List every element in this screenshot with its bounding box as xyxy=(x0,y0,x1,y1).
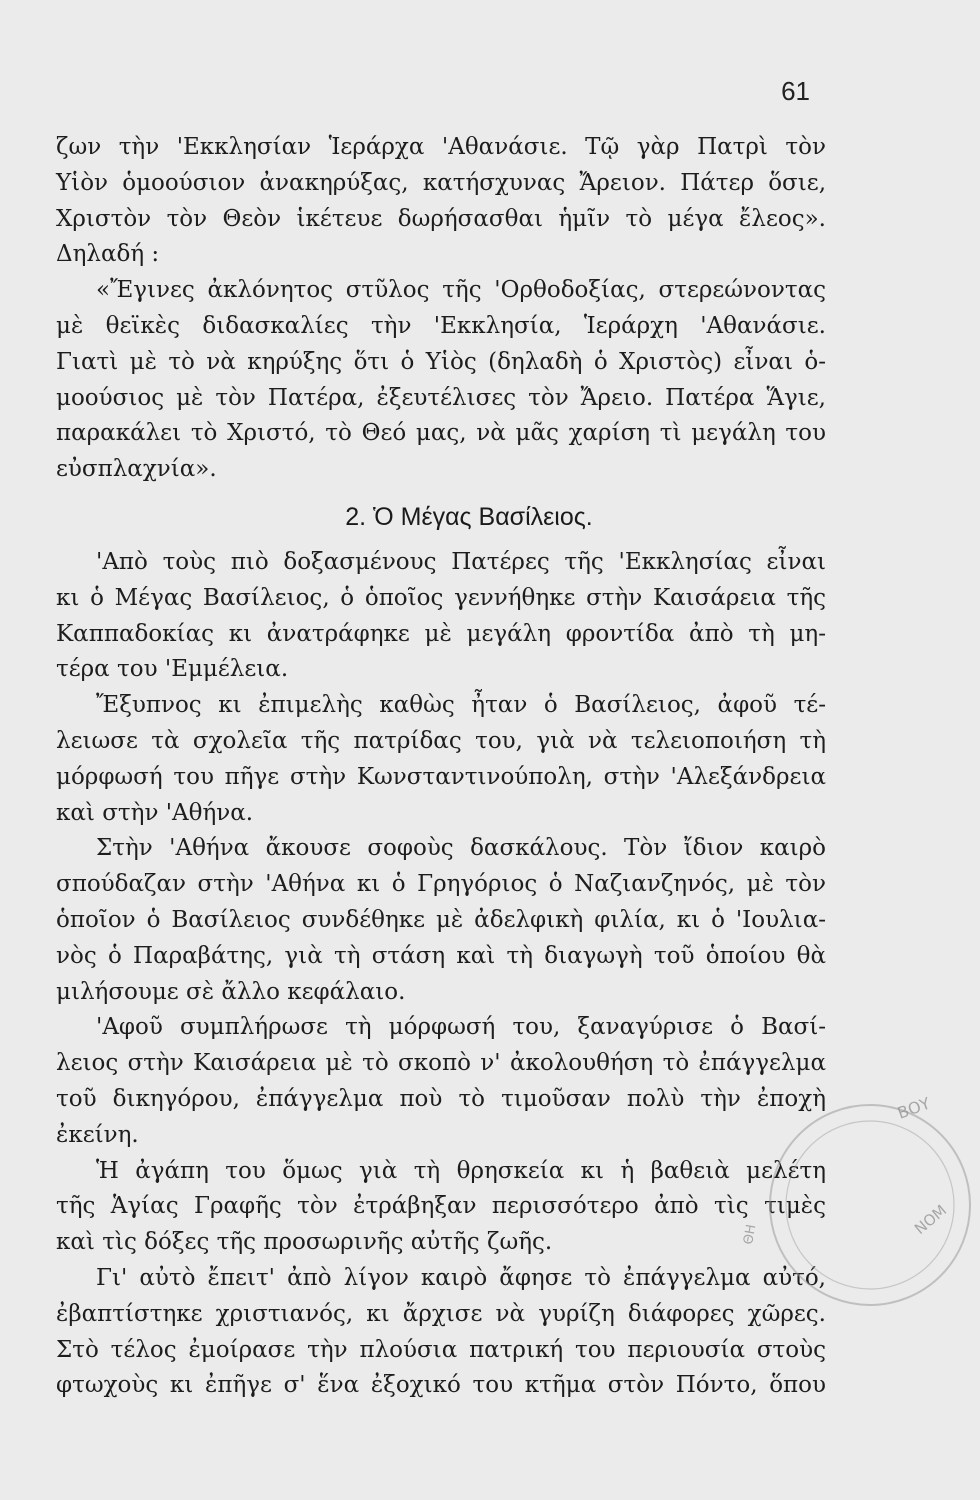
text-line: μόρφωσή του πῆγε στὴν Κωνσταντινούπολη, στὴν 'Αλεξάνδρεια xyxy=(56,763,826,790)
text-line: εὐσπλαχνία». xyxy=(56,456,217,483)
text-line: καὶ στὴν 'Αθήνα. xyxy=(56,799,254,826)
text-line: φτωχοὺς κι ἐπῆγε σ' ἕνα ἐξοχικό του κτῆμα στὸν Πόντο, ὅπου xyxy=(56,1372,826,1399)
text-line: λειος στὴν Καισάρεια μὲ τὸ σκοπὸ ν' ἀκολουθήση τὸ ἐπάγγελμα xyxy=(56,1050,826,1077)
stamp-text-left: ΘΗ xyxy=(741,1223,760,1246)
text-line: παρακάλει τὸ Χριστό, τὸ Θεό μας, νὰ μᾶς χαρίση τὶ μεγάλη του xyxy=(56,420,826,447)
text-line: Στὸ τέλος ἐμοίρασε τὴν πλούσια πατρική του περιουσία στοὺς xyxy=(56,1336,826,1363)
text-line: νὸς ὁ Παραβάτης, γιὰ τὴ στάση καὶ τὴ διαγωγὴ τοῦ ὁποίου θὰ xyxy=(56,942,826,969)
stamp-text-side: ΝΟΜ xyxy=(911,1201,951,1239)
text-line: μοούσιος μὲ τὸν Πατέρα, ἐξευτέλισες τὸν Ἄρειο. Πατέρα Ἅγιε, xyxy=(56,384,826,411)
text-line: ζων τὴν 'Εκκλησίαν Ἱεράρχα 'Αθανάσιε. Τῷ γὰρ Πατρὶ τὸν xyxy=(56,134,826,160)
text-line: ἐβαπτίστηκε χριστιανός, κι ἄρχισε νὰ γυρίζη διάφορες χῶρες. xyxy=(56,1300,826,1327)
text-line: Καππαδοκίας κι ἀνατράφηκε μὲ μεγάλη φροντίδα ἀπὸ τὴ μη- xyxy=(56,620,826,647)
text-line: Δηλαδή : xyxy=(56,241,160,268)
text-line: Στὴν 'Αθήνα ἄκουσε σοφοὺς δασκάλους. Τὸν ἴδιον καιρὸ xyxy=(96,835,826,862)
text-line: μιλήσουμε σὲ ἄλλο κεφάλαιο. xyxy=(56,978,406,1005)
text-line: 'Αφοῦ συμπλήρωσε τὴ μόρφωσή του, ξαναγύρισε ὁ Βασί- xyxy=(96,1014,826,1041)
section-heading: 2. Ὁ Μέγας Βασίλειος. xyxy=(345,503,593,531)
text-line: τοῦ δικηγόρου, ἐπάγγελμα ποὺ τὸ τιμοῦσαν πολὺ τὴν ἐποχὴ xyxy=(56,1085,826,1112)
text-line: ἐκείνη. xyxy=(56,1121,139,1148)
text-line: 'Απὸ τοὺς πιὸ δοξασμένους Πατέρες τῆς 'Εκκλησίας εἶναι xyxy=(96,549,826,575)
text-line: Υἱὸν ὁμοούσιον ἀνακηρύξας, κατήσχυνας Ἄρειον. Πάτερ ὅσιε, xyxy=(56,169,826,196)
stamp-text-top: ΒΟΥ xyxy=(894,1093,933,1123)
page-number: 61 xyxy=(781,76,810,106)
text-line: Γι' αὐτὸ ἔπειτ' ἀπὸ λίγον καιρὸ ἄφησε τὸ ἐπάγγελμα αὐτό, xyxy=(96,1264,826,1291)
lower-text-block xyxy=(56,545,826,1404)
text-line: τῆς Ἁγίας Γραφῆς τὸν ἐτράβηξαν περισσότερο ἀπὸ τὶς τιμὲς xyxy=(56,1193,826,1220)
text-line: ὁποῖον ὁ Βασίλειος συνδέθηκε μὲ ἀδελφικὴ φιλία, κι ὁ 'Ιουλια- xyxy=(56,906,826,933)
text-line: τέρα του 'Εμμέλεια. xyxy=(56,656,289,683)
upper-text-block xyxy=(56,130,826,488)
text-line: κι ὁ Μέγας Βασίλειος, ὁ ὁποῖος γεννήθηκε στὴν Καισάρεια τῆς xyxy=(56,584,826,611)
text-line: Γιατὶ μὲ τὸ νὰ κηρύξης ὅτι ὁ Υἱὸς (δηλαδὴ ὁ Χριστὸς) εἶναι ὁ- xyxy=(56,348,826,375)
text-line: καὶ τὶς δόξες τῆς προσωρινῆς αὐτῆς ζωῆς. xyxy=(56,1229,553,1256)
text-line: Χριστὸν τὸν Θεὸν ἱκέτευε δωρήσασθαι ἡμῖν τὸ μέγα ἔλεος». xyxy=(56,205,826,232)
text-line: «Ἔγινες ἀκλόνητος στῦλος τῆς 'Ορθοδοξίας, στερεώνοντας xyxy=(96,277,826,304)
text-line: σπούδαζαν στὴν 'Αθήνα κι ὁ Γρηγόριος ὁ Ναζιανζηνός, μὲ τὸν xyxy=(56,871,826,898)
text-line: Ἡ ἀγάπη του ὅμως γιὰ τὴ θρησκεία κι ἡ βαθειὰ μελέτη xyxy=(96,1157,826,1184)
text-line: Ἔξυπνος κι ἐπιμελὴς καθὼς ἦταν ὁ Βασίλειος, ἀφοῦ τέ- xyxy=(96,692,826,719)
text-line: μὲ θεϊκὲς διδασκαλίες τὴν 'Εκκλησία, Ἱεράρχη 'Αθανάσιε. xyxy=(56,312,826,339)
text-line: λειωσε τὰ σχολεῖα τῆς πατρίδας του, γιὰ νὰ τελειοποιήση τὴ xyxy=(56,727,826,754)
